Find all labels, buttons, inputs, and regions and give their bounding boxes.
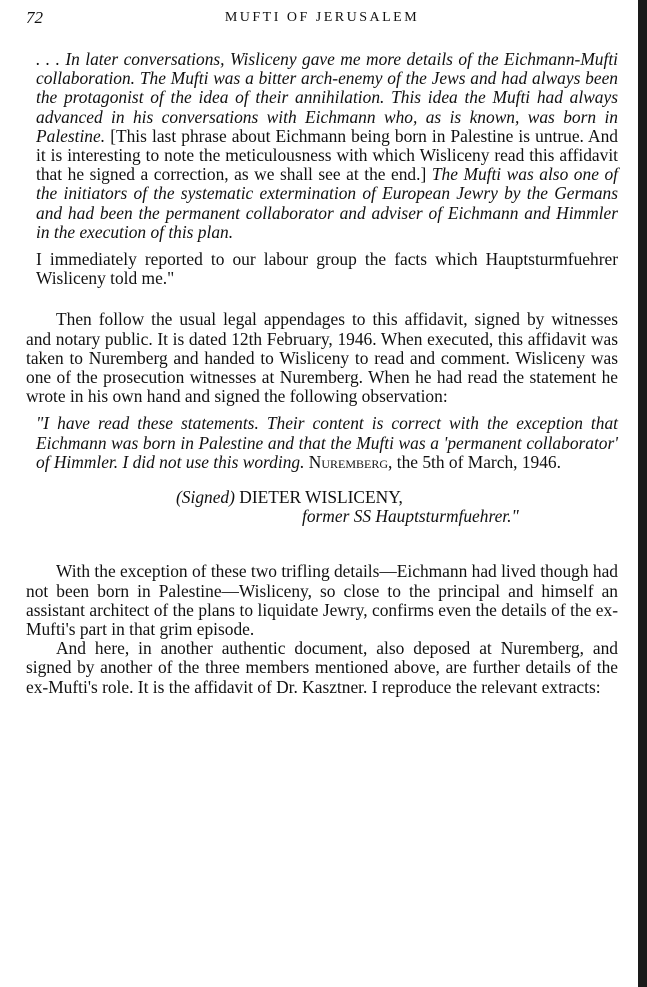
page-edge-shadow bbox=[638, 0, 647, 987]
observation-date: the 5th of March, 1946. bbox=[396, 451, 561, 472]
running-title: MUFTI OF JERUSALEM bbox=[224, 10, 420, 25]
book-page bbox=[26, 8, 618, 697]
quote-text-part2: The Mufti was also one of the initiators of the systematic extermination of European Jewry by the Germans and had been the permanent collaborator and adviser of Eichmann and Himmler in the execution of this plan. bbox=[36, 164, 618, 242]
paragraph-legal-appendages: Then follow the usual legal appendages to this affidavit, signed by witnesses and notary public. It is dated 12th February, 1946. When executed, this affidavit was taken to Nuremberg and handed to Wisliceny to read and comment. Wisliceny was one of the prosecution witnesses at Nuremberg. When he had read the statement he wrote in his own hand and signed the following observation: bbox=[26, 309, 618, 407]
affidavit-quote-paragraph bbox=[26, 50, 618, 242]
quote-text-part1: . . . In later conversations, Wisliceny gave me more details of the Eichmann-Mufti collaboration. The Mufti was a bitter arch-enemy of the Jews and had always been the protagonist of the idea of their annihilation. This idea the Mufti had always advanced in his conversations with Eichmann who, as is known, was born in Palestine. bbox=[36, 49, 618, 146]
bracket-note: [This last phrase about Eichmann being born in Palestine is untrue. And it is interesting to note the meticulousness with which Wisliceny read this affidavit that he signed a correction, as we shall see at the end.] bbox=[36, 125, 618, 185]
signature-line bbox=[26, 488, 618, 507]
observation-text: "I have read these statements. Their content is correct with the exception that Eichmann was born in Palestine and that the Mufti was a 'permanent collaborator' of Himmler. I did not use this wording. bbox=[36, 413, 618, 472]
paragraph-trifling-details: With the exception of these two trifling details—Eichmann had lived though had not been born in Palestine—Wisliceny, so close to the principal and himself an assistant architect of the plans to liquidate Jewry, confirms even the details of the ex-Mufti's part in that grim episode. bbox=[26, 561, 618, 640]
observation-place: Nuremberg, bbox=[308, 451, 393, 472]
signed-label: (Signed) bbox=[176, 487, 235, 508]
page-number: 72 bbox=[26, 8, 43, 27]
paragraph-kasztner-affidavit: And here, in another authentic document, also deposed at Nuremberg, and signed by another of the three members mentioned above, are further details of the ex-Mufti's role. It is the affidavit of Dr. Kasztner. I reproduce the relevant extracts: bbox=[26, 638, 618, 697]
quote-closing-paragraph: I immediately reported to our labour group the facts which Hauptsturmfuehrer Wisliceny told me." bbox=[36, 249, 618, 289]
wisliceny-observation bbox=[26, 414, 618, 472]
signed-name: DIETER WISLICENY, bbox=[239, 487, 403, 508]
page-header bbox=[26, 8, 618, 32]
signature-rank: former SS Hauptsturmfuehrer." bbox=[302, 506, 519, 527]
